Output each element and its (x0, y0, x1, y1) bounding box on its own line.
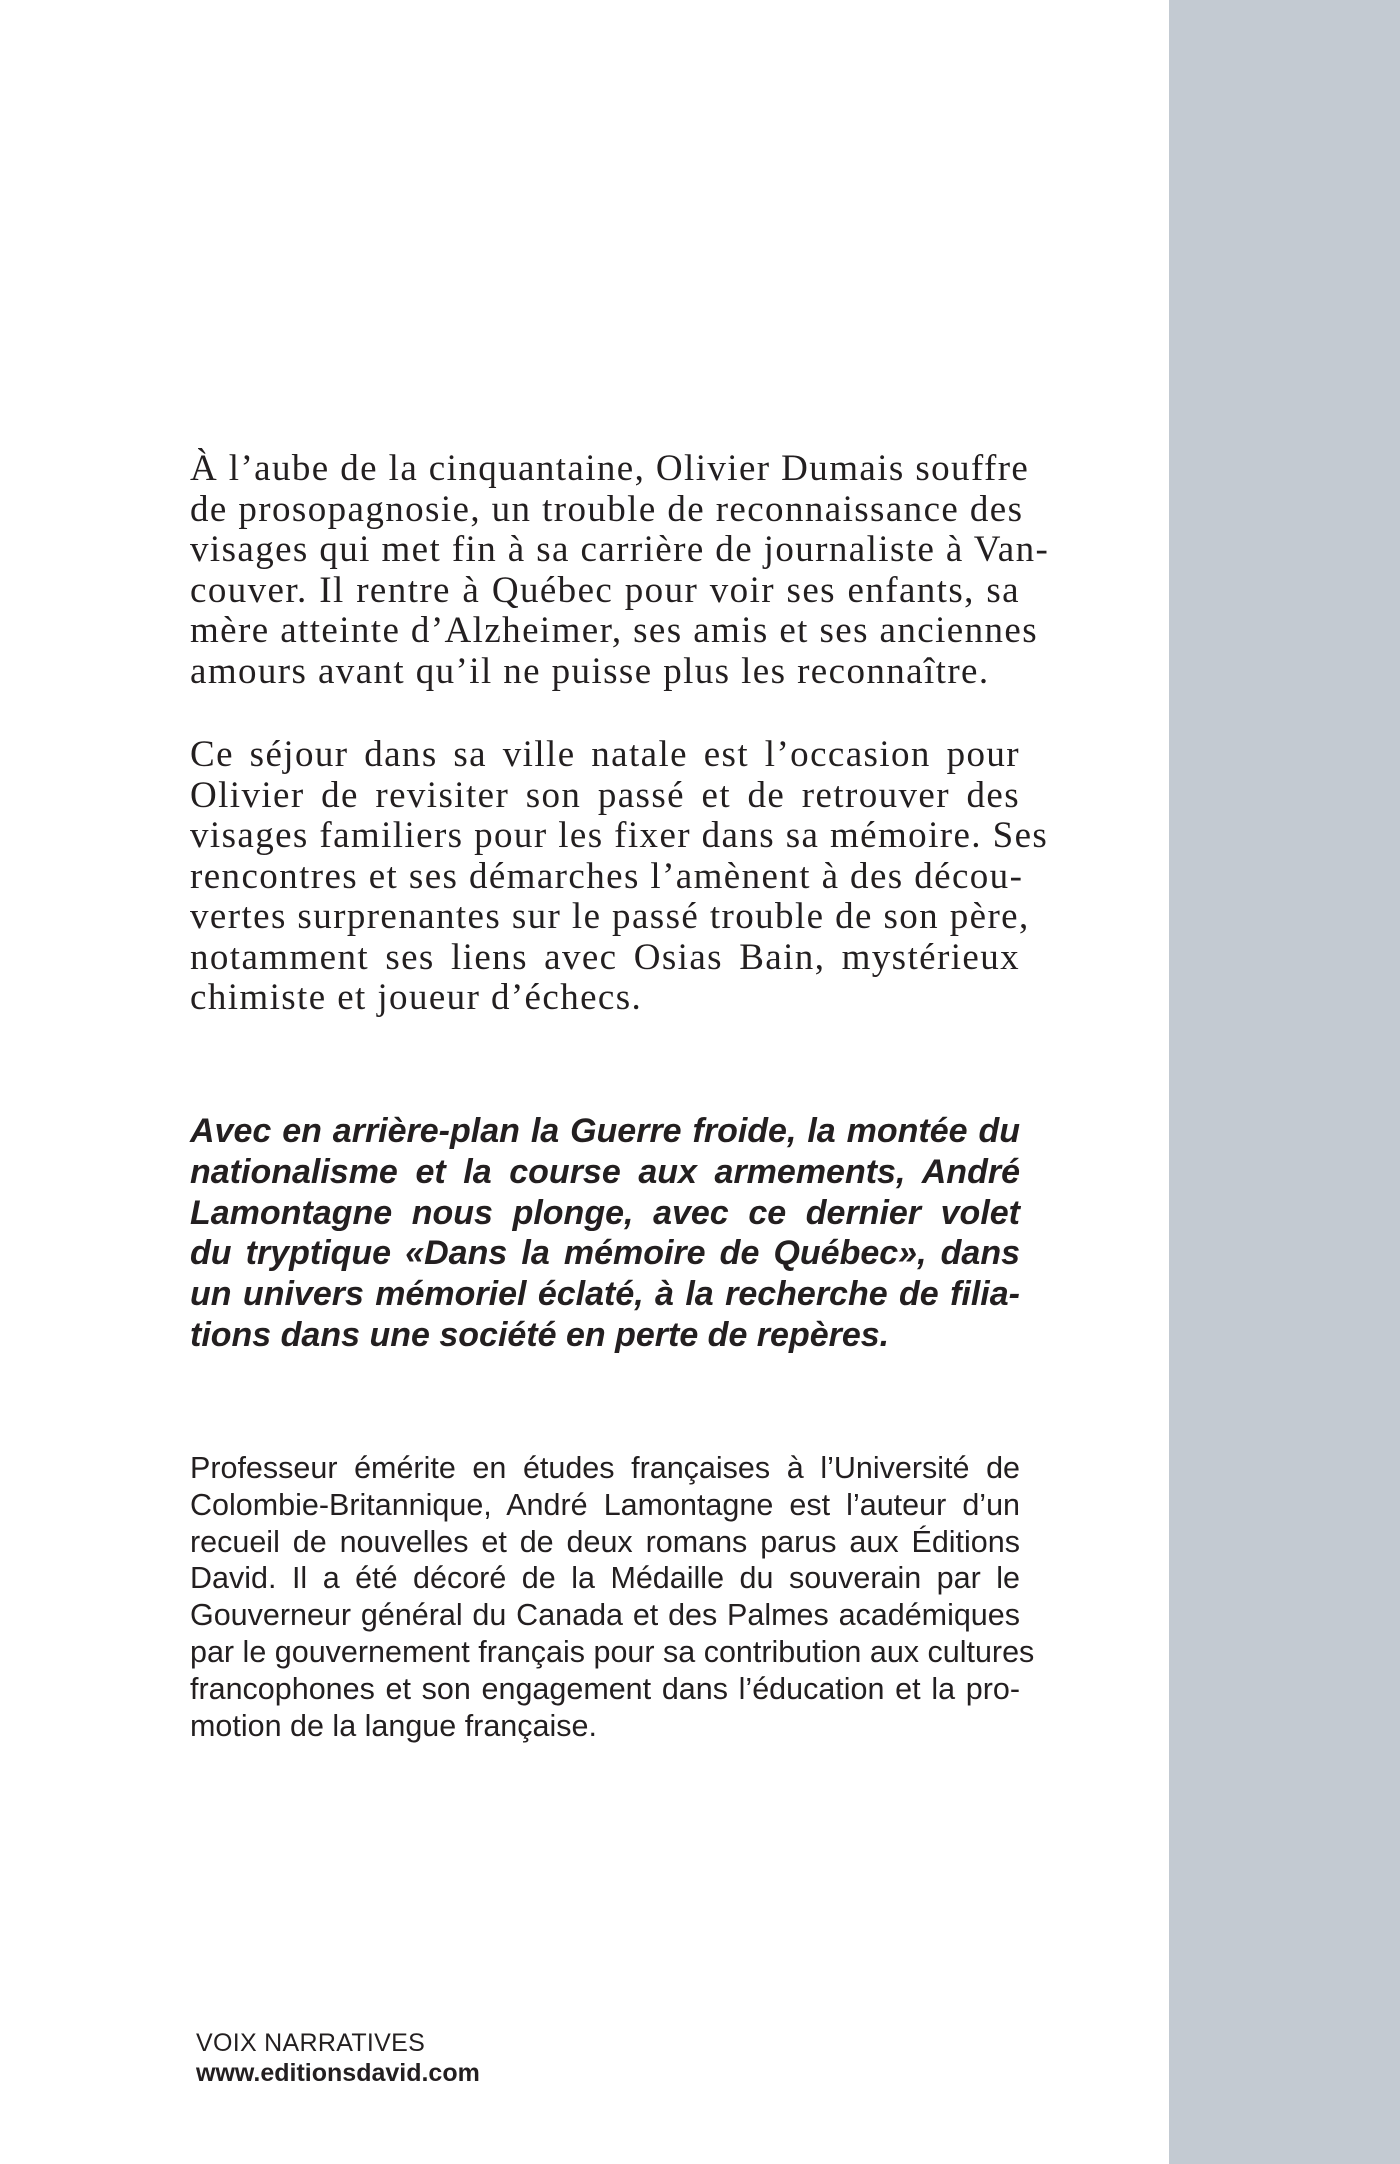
bio-line: Gouverneur général du Canada et des Palmes académiques (190, 1598, 1020, 1633)
synopsis-line: Ce séjour dans sa ville natale est l’occasion pour (190, 734, 1020, 775)
bio-line: francophones et son engagement dans l’éducation et la pro- (190, 1671, 1020, 1706)
bio-line: recueil de nouvelles et de deux romans parus aux Éditions (190, 1524, 1020, 1559)
bio-line: Colombie-Britannique, André Lamontagne est l’auteur d’un (190, 1487, 1020, 1522)
synopsis-paragraph-2 (190, 734, 1049, 1019)
synopsis-paragraph-1 (190, 448, 1050, 692)
highlight-line: du tryptique «Dans la mémoire de Québec», dans (190, 1234, 1020, 1273)
synopsis-line: visages familiers pour les fixer dans sa mémoire. Ses (190, 815, 1049, 856)
publisher-footer (196, 2028, 480, 2088)
synopsis-line: notamment ses liens avec Osias Bain, mystérieux (190, 936, 1020, 978)
highlight-line: un univers mémoriel éclaté, à la recherche de filia- (190, 1275, 1020, 1314)
synopsis-line: mère atteinte d’Alzheimer, ses amis et ses anciennes (190, 610, 1039, 651)
bio-line: David. Il a été décoré de la Médaille du souverain par le (190, 1561, 1020, 1596)
synopsis-line: amours avant qu’il ne puisse plus les reconnaître. (190, 650, 990, 692)
collection-name: VOIX NARRATIVES (196, 2029, 426, 2057)
synopsis-line: rencontres et ses démarches l’amènent à des décou- (190, 855, 1024, 897)
synopsis-line: À l’aube de la cinquantaine, Olivier Dumais souffre (190, 448, 1030, 489)
bio-line: Professeur émérite en études françaises à l’Université de (190, 1451, 1020, 1485)
bio-line: par le gouvernement français pour sa contribution aux cultures (190, 1634, 1035, 1669)
synopsis-line: couver. Il rentre à Québec pour voir ses enfants, sa (190, 569, 1020, 611)
author-bio (190, 1450, 1035, 1744)
highlight-line: Avec en arrière-plan la Guerre froide, la montée du (190, 1112, 1020, 1150)
publisher-website[interactable]: www.editionsdavid.com (196, 2059, 480, 2087)
synopsis-line: Olivier de revisiter son passé et de retrouver des (190, 774, 1020, 816)
highlight-line: nationalisme et la course aux armements, André (190, 1152, 1020, 1191)
synopsis-line: chimiste et joueur d’échecs. (190, 977, 643, 1018)
synopsis-line: vertes surprenantes sur le passé trouble de son père, (190, 896, 1030, 937)
synopsis-line: de prosopagnosie, un trouble de reconnaissance des (190, 488, 1024, 530)
bio-line: motion de la langue française. (190, 1708, 597, 1743)
spine-color-band (1169, 0, 1400, 2164)
highlight-line: Lamontagne nous plonge, avec ce dernier volet (190, 1193, 1020, 1232)
synopsis-line: visages qui met fin à sa carrière de journaliste à Van- (190, 529, 1050, 570)
highlight-paragraph (190, 1111, 1020, 1356)
highlight-line: tions dans une société en perte de repères. (190, 1315, 890, 1354)
